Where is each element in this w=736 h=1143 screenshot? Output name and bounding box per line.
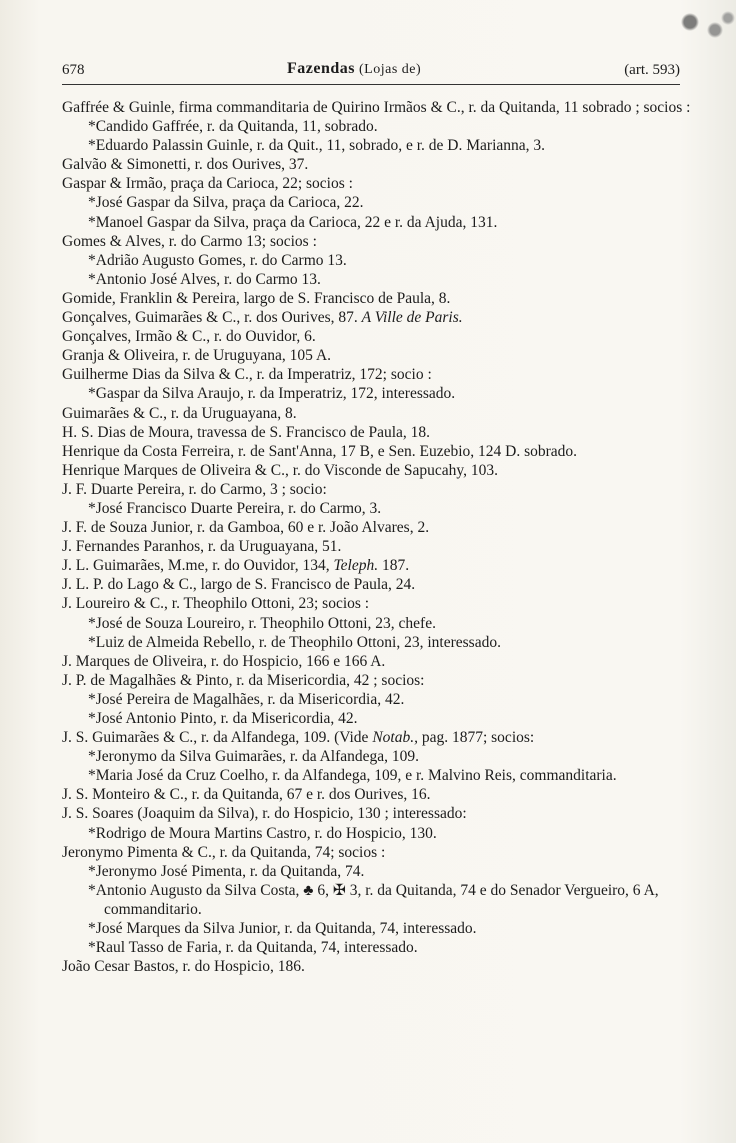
entry-text: Gonçalves, Guimarães & C., r. dos Ourives, 87. [62, 309, 358, 327]
partner-line [62, 862, 696, 881]
entry-text: *Jeronymo da Silva Guimarães, r. da Alfandega, 109. [88, 748, 420, 766]
firm-entry [62, 652, 696, 671]
firm-entry [62, 346, 696, 365]
firm-entry [62, 98, 696, 117]
entry-text: Galvão & Simonetti, r. dos Ourives, 37. [62, 156, 309, 174]
running-header [62, 60, 680, 84]
partner-line [62, 614, 696, 633]
entry-text: *Adrião Augusto Gomes, r. do Carmo 13. [88, 251, 347, 269]
partner-line [62, 117, 696, 136]
partner-line [62, 881, 696, 919]
firm-entry [62, 556, 696, 575]
firm-entry [62, 327, 696, 346]
entry-text: *José Pereira de Magalhães, r. da Misericordia, 42. [88, 690, 405, 708]
entry-tail: pag. 1877; socios: [421, 729, 535, 747]
partner-line [62, 709, 696, 728]
directory-listing [62, 98, 696, 976]
print-speckle [0, 0, 736, 48]
partner-line [62, 633, 696, 652]
partner-line [62, 919, 696, 938]
entry-text: *José de Souza Loureiro, r. Theophilo Ottoni, 23, chefe. [88, 614, 436, 632]
entry-text: J. F. de Souza Junior, r. da Gamboa, 60 e r. João Alvares, 2. [62, 519, 430, 537]
firm-entry [62, 728, 696, 747]
entry-text: *Gaspar da Silva Araujo, r. da Imperatriz, 172, interessado. [88, 385, 456, 403]
entry-text: Guilherme Dias da Silva & C., r. da Imperatriz, 172; socio : [62, 366, 432, 384]
partner-line [62, 690, 696, 709]
partner-line [62, 499, 696, 518]
entry-text: *Maria José da Cruz Coelho, r. da Alfandega, 109, e r. Malvino Reis, commanditaria. [88, 767, 617, 785]
entry-tail: 187. [381, 557, 410, 575]
firm-entry [62, 174, 696, 193]
entry-text: João Cesar Bastos, r. do Hospicio, 186. [62, 958, 305, 976]
firm-entry [62, 232, 696, 251]
entry-text: Henrique da Costa Ferreira, r. de Sant'Anna, 17 B, e Sen. Euzebio, 124 D. sobrado. [62, 442, 578, 460]
entry-italic: Notab., [372, 729, 418, 747]
entry-text: *José Gaspar da Silva, praça da Carioca, 22. [88, 194, 364, 212]
partner-line [62, 193, 696, 212]
page-number: 678 [62, 62, 85, 78]
partner-line [62, 384, 696, 403]
section-title [287, 60, 421, 78]
partner-line [62, 270, 696, 289]
firm-entry [62, 365, 696, 384]
firm-entry [62, 155, 696, 174]
partner-line [62, 136, 696, 155]
entry-text: *José Marques da Silva Junior, r. da Quitanda, 74, interessado. [88, 920, 477, 938]
entry-text: J. L. P. do Lago & C., largo de S. Francisco de Paula, 24. [62, 576, 416, 594]
firm-entry [62, 423, 696, 442]
entry-text: Gomide, Franklin & Pereira, largo de S. Francisco de Paula, 8. [62, 289, 451, 307]
firm-entry [62, 537, 696, 556]
entry-text: J. Loureiro & C., r. Theophilo Ottoni, 23; socios : [62, 595, 370, 613]
entry-text: Gaspar & Irmão, praça da Carioca, 22; socios : [62, 175, 353, 193]
entry-text: *Manoel Gaspar da Silva, praça da Carioca, 22 e r. da Ajuda, 131. [88, 213, 498, 231]
firm-entry [62, 308, 696, 327]
partner-line [62, 938, 696, 957]
entry-text: J. S. Guimarães & C., r. da Alfandega, 109. (Vide [62, 729, 369, 747]
entry-text: J. S. Monteiro & C., r. da Quitanda, 67 e r. dos Ourives, 16. [62, 786, 431, 804]
partner-line [62, 824, 696, 843]
entry-text: *Candido Gaffrée, r. da Quitanda, 11, sobrado. [88, 118, 378, 136]
firm-entry [62, 461, 696, 480]
header-rule [62, 84, 680, 85]
partner-line [62, 213, 696, 232]
firm-entry [62, 404, 696, 423]
firm-entry [62, 843, 696, 862]
entry-text: Gaffrée & Guinle, firma commanditaria de Quirino Irmãos & C., r. da Quitanda, 11 sobrado ; socios : [62, 99, 691, 116]
entry-text: *Antonio José Alves, r. do Carmo 13. [88, 270, 321, 288]
entry-italic: Teleph. [333, 557, 379, 575]
entry-text: H. S. Dias de Moura, travessa de S. Francisco de Paula, 18. [62, 423, 431, 441]
section-subtitle: (Lojas de) [359, 62, 422, 77]
entry-text: Guimarães & C., r. da Uruguayana, 8. [62, 404, 297, 422]
entry-text: J. Fernandes Paranhos, r. da Uruguayana, 51. [62, 538, 342, 556]
firm-entry [62, 480, 696, 499]
entry-text: J. S. Soares (Joaquim da Silva), r. do Hospicio, 130 ; interessado: [62, 805, 467, 823]
firm-entry [62, 785, 696, 804]
partner-line [62, 747, 696, 766]
firm-entry [62, 518, 696, 537]
entry-text: *José Francisco Duarte Pereira, r. do Carmo, 3. [88, 499, 382, 517]
entry-text: *Rodrigo de Moura Martins Castro, r. do Hospicio, 130. [88, 824, 437, 842]
article-number: (art. 593) [624, 62, 680, 78]
firm-entry [62, 671, 696, 690]
firm-entry [62, 289, 696, 308]
firm-entry [62, 442, 696, 461]
partner-line [62, 766, 696, 785]
firm-entry [62, 957, 696, 976]
title-text: Fazendas [287, 60, 355, 77]
entry-text: Gonçalves, Irmão & C., r. do Ouvidor, 6. [62, 328, 316, 346]
firm-entry [62, 804, 696, 823]
entry-text: J. P. de Magalhães & Pinto, r. da Misericordia, 42 ; socios: [62, 671, 425, 689]
entry-italic: A Ville de Paris. [361, 309, 463, 327]
entry-text: *Jeronymo José Pimenta, r. da Quitanda, 74. [88, 862, 365, 880]
entry-text: Granja & Oliveira, r. de Uruguyana, 105 A. [62, 347, 332, 365]
entry-text: J. L. Guimarães, M.me, r. do Ouvidor, 134, [62, 557, 330, 575]
entry-text: *Luiz de Almeida Rebello, r. de Theophilo Ottoni, 23, interessado. [88, 633, 501, 651]
firm-entry [62, 575, 696, 594]
entry-text: Henrique Marques de Oliveira & C., r. do Visconde de Sapucahy, 103. [62, 461, 498, 479]
entry-text: Gomes & Alves, r. do Carmo 13; socios : [62, 232, 317, 250]
entry-text: *Eduardo Palassin Guinle, r. da Quit., 11, sobrado, e r. de D. Marianna, 3. [88, 137, 546, 155]
firm-entry [62, 594, 696, 613]
entry-text: *Raul Tasso de Faria, r. da Quitanda, 74, interessado. [88, 939, 418, 957]
entry-text: *José Antonio Pinto, r. da Misericordia, 42. [88, 710, 358, 727]
entry-text: *Antonio Augusto da Silva Costa, ♣ 6, ✠ 3, r. da Quitanda, 74 e do Senador Vergueiro, 6 A, commanditario. [88, 881, 659, 918]
partner-line [62, 251, 696, 270]
entry-text: Jeronymo Pimenta & C., r. da Quitanda, 74; socios : [62, 843, 386, 861]
entry-text: J. Marques de Oliveira, r. do Hospicio, 166 e 166 A. [62, 652, 386, 670]
entry-text: J. F. Duarte Pereira, r. do Carmo, 3 ; socio: [62, 480, 327, 498]
